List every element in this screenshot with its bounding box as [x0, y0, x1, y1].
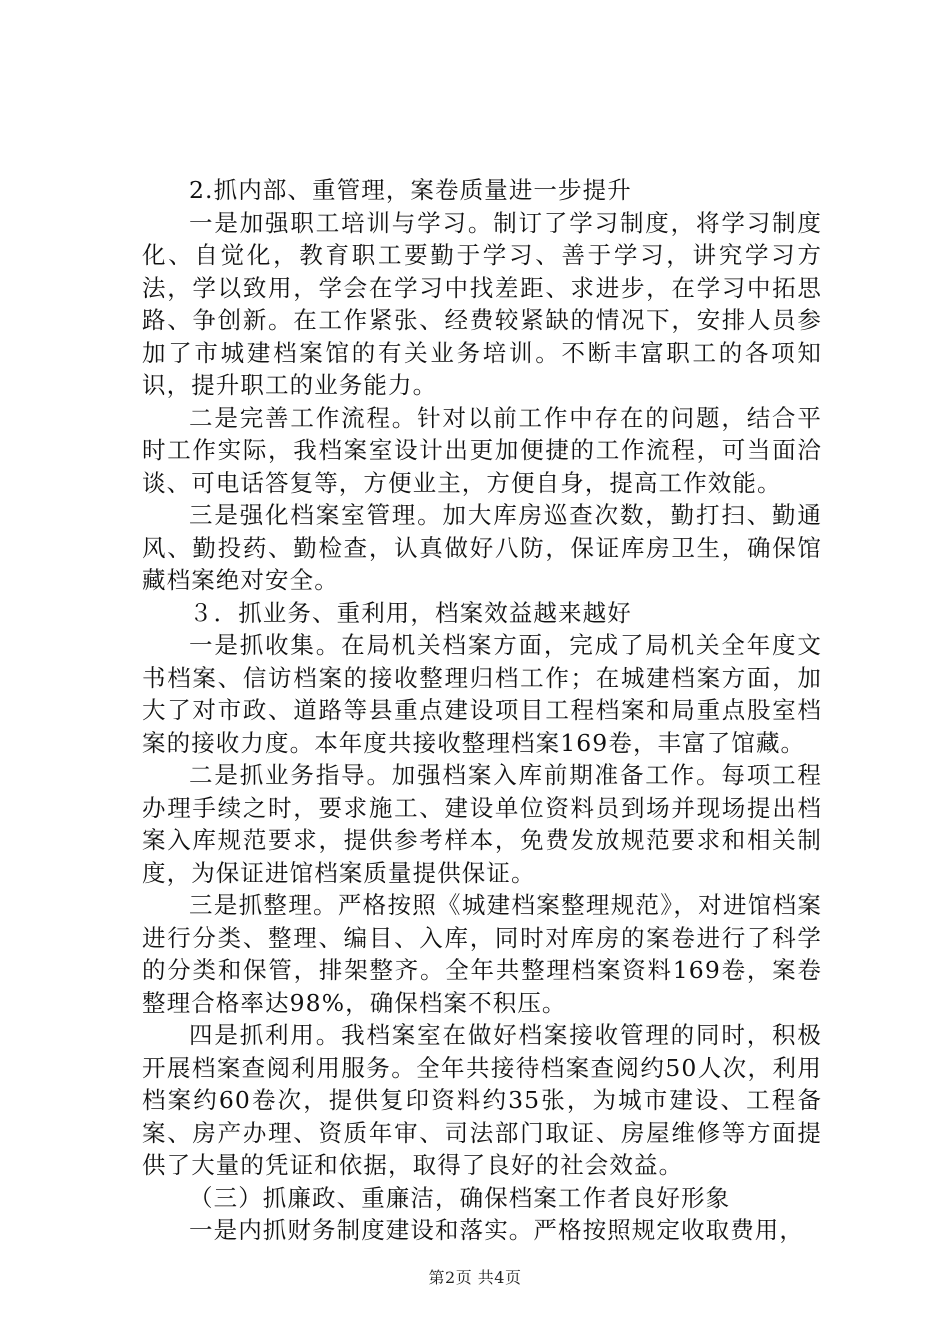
- section-heading-3: ３．抓业务、重利用，档案效益越来越好: [189, 598, 632, 627]
- section-heading-integrity: （三）抓廉政、重廉洁，确保档案工作者良好形象: [189, 1183, 731, 1212]
- paragraph-collection: 一是抓收集。在局机关档案方面，完成了局机关全年度文书档案、信访档案的接收整理归档工作；在城建档案方面，加大了对市政、道路等县重点建设项目工程档案和局重点股室档案的接收力度。本年度共接收整理档案169卷，丰富了馆藏。: [142, 631, 822, 757]
- page-number-footer: 第2页 共4页: [428, 1268, 522, 1287]
- paragraph-archive-management: 三是强化档案室管理。加大库房巡查次数，勤打扫、勤通风、勤投药、勤检查，认真做好八防，保证库房卫生，确保馆藏档案绝对安全。: [142, 501, 822, 594]
- section-heading-2: 2.抓内部、重管理，案卷质量进一步提升: [189, 176, 632, 204]
- paragraph-finance: 一是内抓财务制度建设和落实。严格按照规定收取费用，: [189, 1216, 804, 1244]
- paragraph-utilization: 四是抓利用。我档案室在做好档案接收管理的同时，积极开展档案查阅利用服务。全年共接待档案查阅约50人次，利用档案约60卷次，提供复印资料约35张，为城市建设、工程备案、房产办理、资质年审、司法部门取证、房屋维修等方面提供了大量的凭证和依据，取得了良好的社会效益。: [142, 1021, 822, 1179]
- document-body: [142, 174, 822, 1247]
- paragraph-workflow: 二是完善工作流程。针对以前工作中存在的问题，结合平时工作实际，我档案室设计出更加便捷的工作流程，可当面洽谈、可电话答复等，方便业主，方便自身，提高工作效能。: [142, 403, 822, 497]
- paragraph-guidance: 二是抓业务指导。加强档案入库前期准备工作。每项工程办理手续之时，要求施工、建设单位资料员到场并现场提出档案入库规范要求，提供参考样本，免费发放规范要求和相关制度，为保证进馆档案质量提供保证。: [142, 761, 822, 887]
- paragraph-organization: 三是抓整理。严格按照《城建档案整理规范》，对进馆档案进行分类、整理、编目、入库，同时对库房的案卷进行了科学的分类和保管，排架整齐。全年共整理档案资料169卷，案卷整理合格率达98%，确保档案不积压。: [142, 891, 822, 1017]
- paragraph-training: 一是加强职工培训与学习。制订了学习制度，将学习制度化、自觉化，教育职工要勤于学习、善于学习，讲究学习方法，学以致用，学会在学习中找差距、求进步，在学习中拓思路、争创新。在工作紧张、经费较紧缺的情况下，安排人员参加了市城建档案馆的有关业务培训。不断丰富职工的各项知识，提升职工的业务能力。: [142, 208, 822, 399]
